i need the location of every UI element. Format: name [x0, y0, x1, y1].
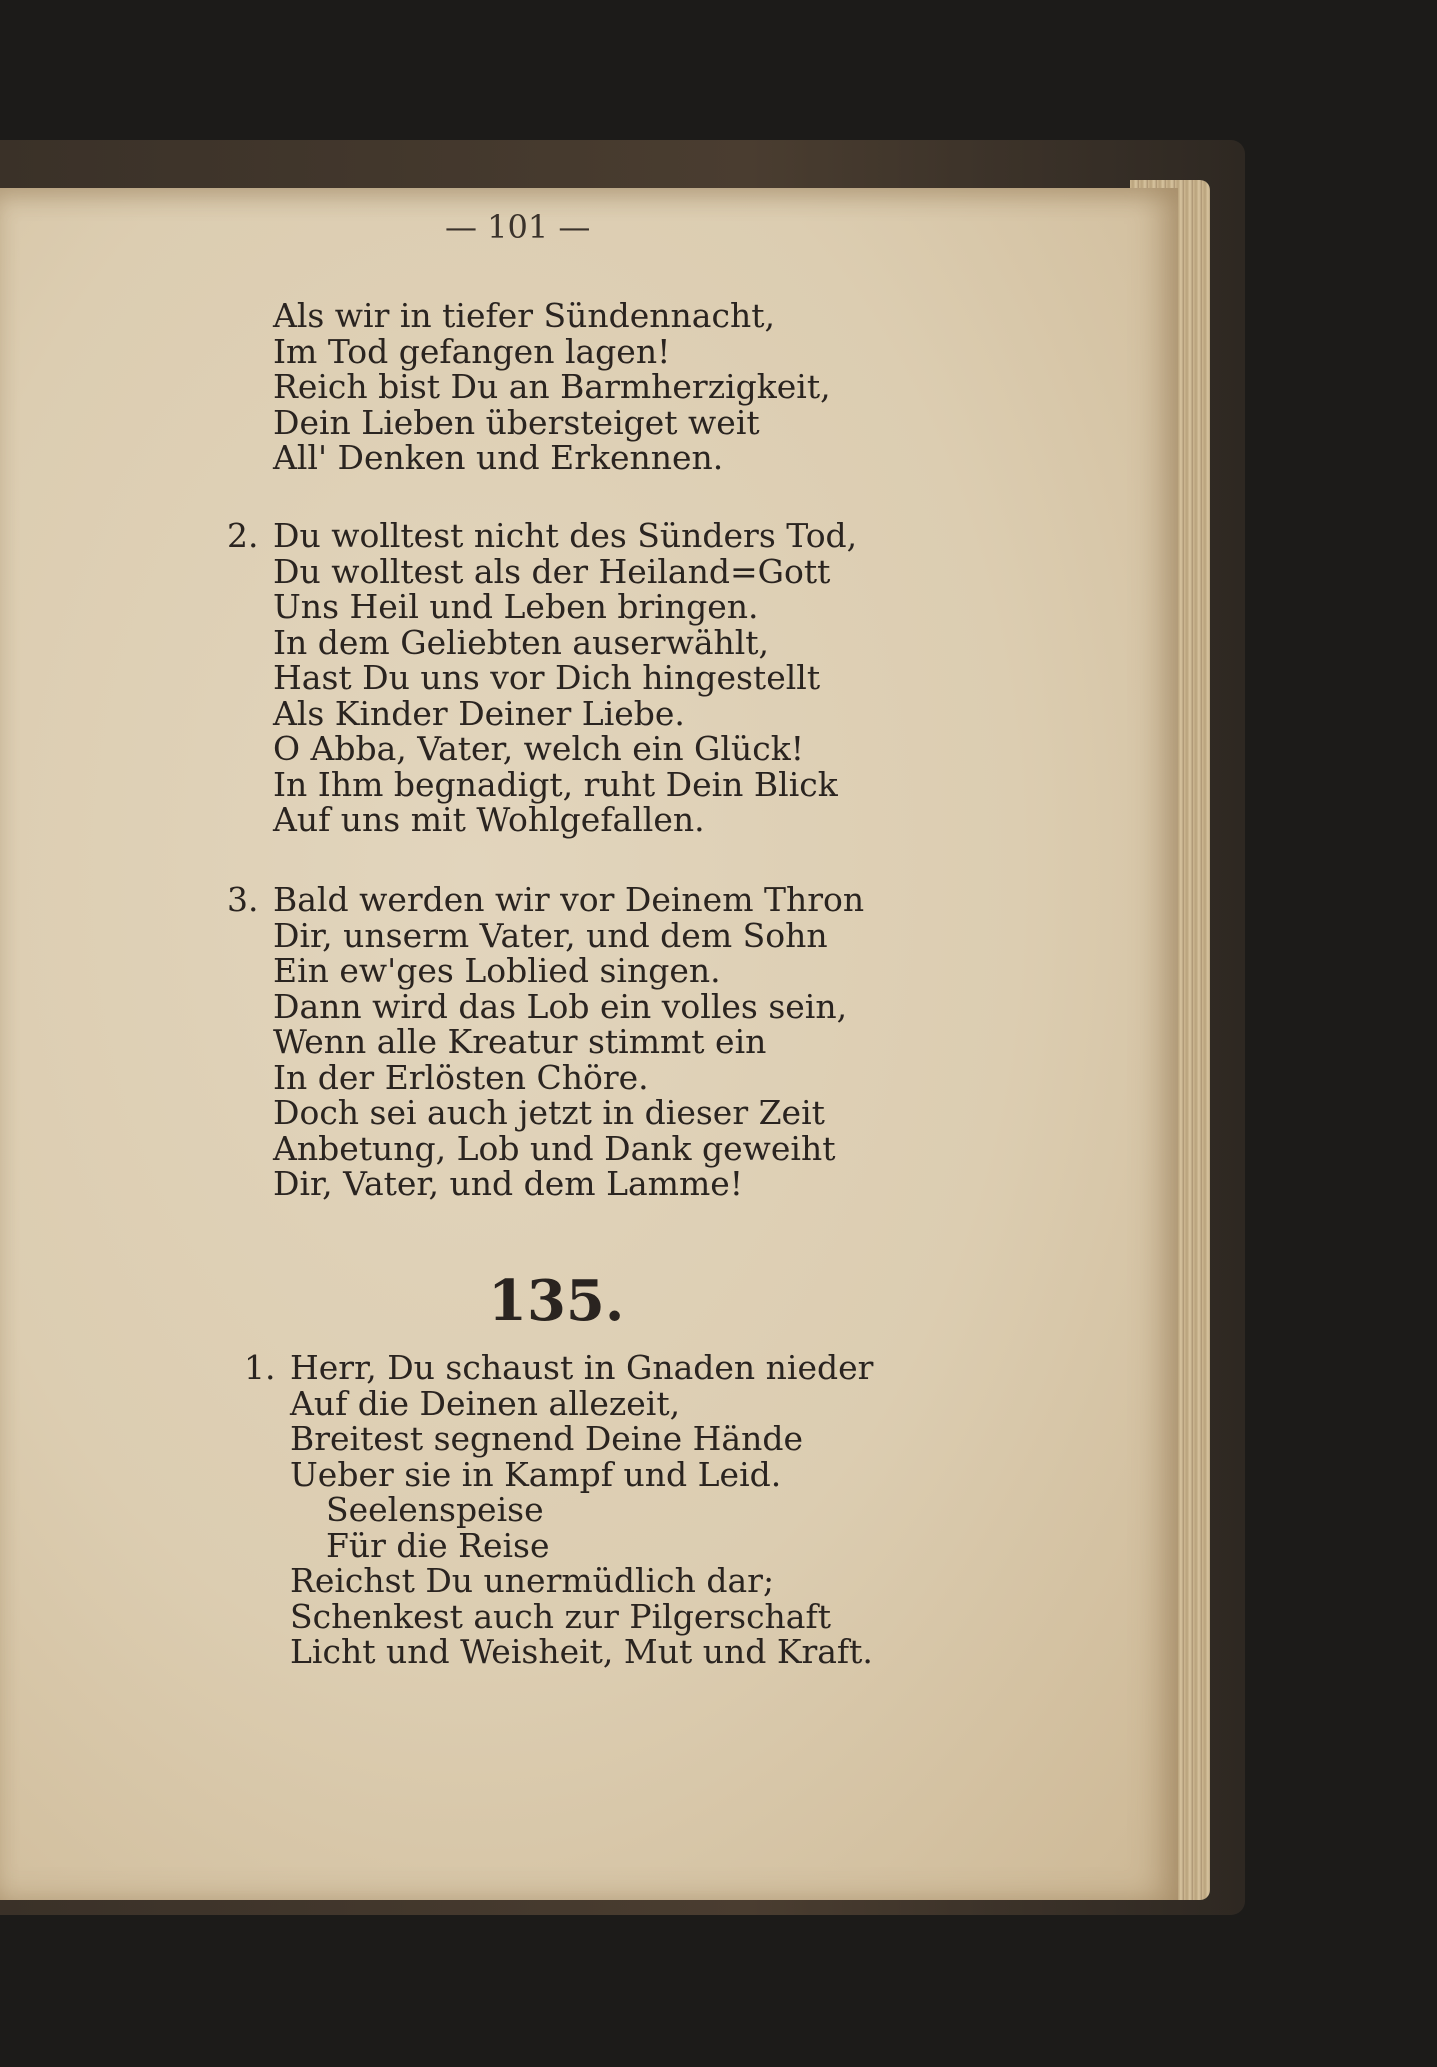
stanza-number: 3.: [227, 880, 259, 919]
verse-line: Auf uns mit Wohlgefallen.: [273, 800, 705, 839]
verse-line: Licht und Weisheit, Mut und Kraft.: [290, 1632, 873, 1671]
verse-line: Dein Lieben übersteiget weit: [273, 402, 760, 442]
verse-line: Dann wird das Lob ein volles sein,: [273, 986, 848, 1026]
verse-line: Ueber sie in Kampf und Leid.: [290, 1454, 782, 1494]
verse-line: Hast Du uns vor Dich hingestellt: [273, 658, 821, 697]
verse-line: In Ihm begnadigt, ruht Dein Blick: [273, 764, 838, 804]
verse-line: Anbetung, Lob und Dank geweiht: [273, 1128, 836, 1168]
verse-line: Im Tod gefangen lagen!: [273, 331, 671, 371]
verse-line: Herr, Du schaust in Gnaden nieder: [290, 1348, 874, 1387]
verse-line: Für die Reise: [326, 1525, 550, 1565]
verse-line: Als Kinder Deiner Liebe.: [273, 693, 685, 733]
verse-line: Schenkest auch zur Pilgerschaft: [290, 1596, 831, 1636]
verse-line: Du wolltest nicht des Sünders Tod,: [273, 516, 858, 555]
verse-line: Bald werden wir vor Deinem Thron: [273, 880, 865, 919]
verse-line: In der Erlösten Chöre.: [273, 1057, 649, 1097]
verse-line: Als wir in tiefer Sündennacht,: [273, 296, 775, 335]
verse-line: Auf die Deinen allezeit,: [290, 1383, 681, 1423]
verse-line: All' Denken und Erkennen.: [273, 438, 724, 477]
hymn-135-stanza-1: [244, 1348, 874, 1671]
stanza-continuation: [273, 296, 831, 477]
verse-line: Ein ew'ges Loblied singen.: [273, 951, 721, 990]
verse-line: O Abba, Vater, welch ein Glück!: [273, 729, 804, 768]
verse-line: Wenn alle Kreatur stimmt ein: [273, 1022, 767, 1061]
page-number: — 101 —: [445, 208, 591, 246]
verse-line: Uns Heil und Leben bringen.: [273, 587, 759, 626]
stanza-2: [227, 516, 858, 839]
verse-line: Dir, unserm Vater, und dem Sohn: [273, 915, 828, 955]
verse-line: Du wolltest als der Heiland=Gott: [273, 551, 831, 591]
verse-line: Doch sei auch jetzt in dieser Zeit: [273, 1093, 825, 1132]
verse-line: Reichst Du unermüdlich dar;: [290, 1561, 775, 1600]
verse-line: Breitest segnend Deine Hände: [290, 1419, 803, 1458]
hymn-number: 135.: [488, 1268, 625, 1334]
stanza-number: 1.: [244, 1348, 276, 1387]
stanza-number: 2.: [227, 516, 259, 555]
verse-line: Seelenspeise: [326, 1490, 544, 1529]
verse-line: Dir, Vater, und dem Lamme!: [273, 1164, 744, 1203]
stanza-3: [227, 880, 865, 1203]
verse-line: In dem Geliebten auserwählt,: [273, 622, 770, 662]
verse-line: Reich bist Du an Barmherzigkeit,: [273, 367, 831, 406]
